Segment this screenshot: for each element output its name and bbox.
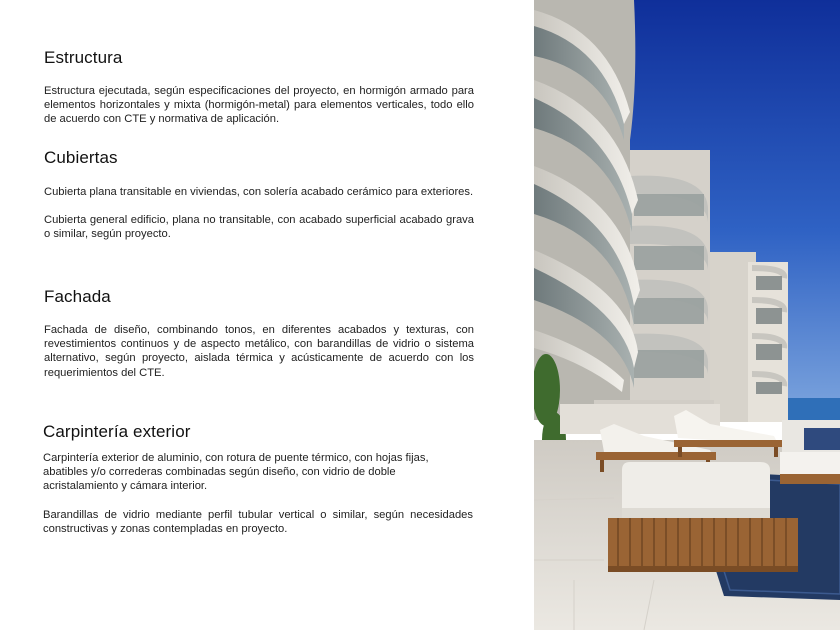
section-fachada — [44, 287, 474, 380]
section-estructura — [44, 48, 474, 127]
section-paragraph: Fachada de diseño, combinando tonos, en diferentes acabados y texturas, con revestimientos continuos y de aspecto metálico, con barandillas de vidrio o sistema alternativo, según proyecto, aislada térmica y acústicamente de acuerdo con los requerimientos del CTE. — [44, 324, 474, 379]
section-heading: Estructura — [44, 48, 123, 67]
section-cubiertas — [44, 148, 474, 242]
section-heading: Carpintería exterior — [43, 422, 191, 441]
section-heading: Fachada — [44, 287, 111, 306]
section-paragraph: Cubierta general edificio, plana no transitable, con acabado superficial acabado grava o similar, según proyecto. — [44, 214, 474, 241]
section-carpinteria-exterior — [43, 422, 473, 536]
section-paragraph: Barandillas de vidrio mediante perfil tubular vertical o similar, según necesidades constructivas y zonas contempladas en proyecto. — [43, 508, 473, 535]
section-paragraph: Cubierta plana transitable en viviendas, con solería acabado cerámico para exteriores. — [44, 186, 474, 198]
building-terrace-photo — [534, 0, 840, 630]
section-paragraph: Estructura ejecutada, según especificaciones del proyecto, en hormigón armado para elementos horizontales y mixta (hormigón-metal) para elementos verticales, todo ello de acuerdo con CTE y normativa de aplicación. — [44, 85, 474, 126]
section-heading: Cubiertas — [44, 148, 118, 167]
section-paragraph: Carpintería exterior de aluminio, con rotura de puente térmico, con hojas fijas, abatibles y/o correderas combinadas según diseño, con vidrio de doble acristalamiento y cámara interior. — [43, 452, 429, 493]
